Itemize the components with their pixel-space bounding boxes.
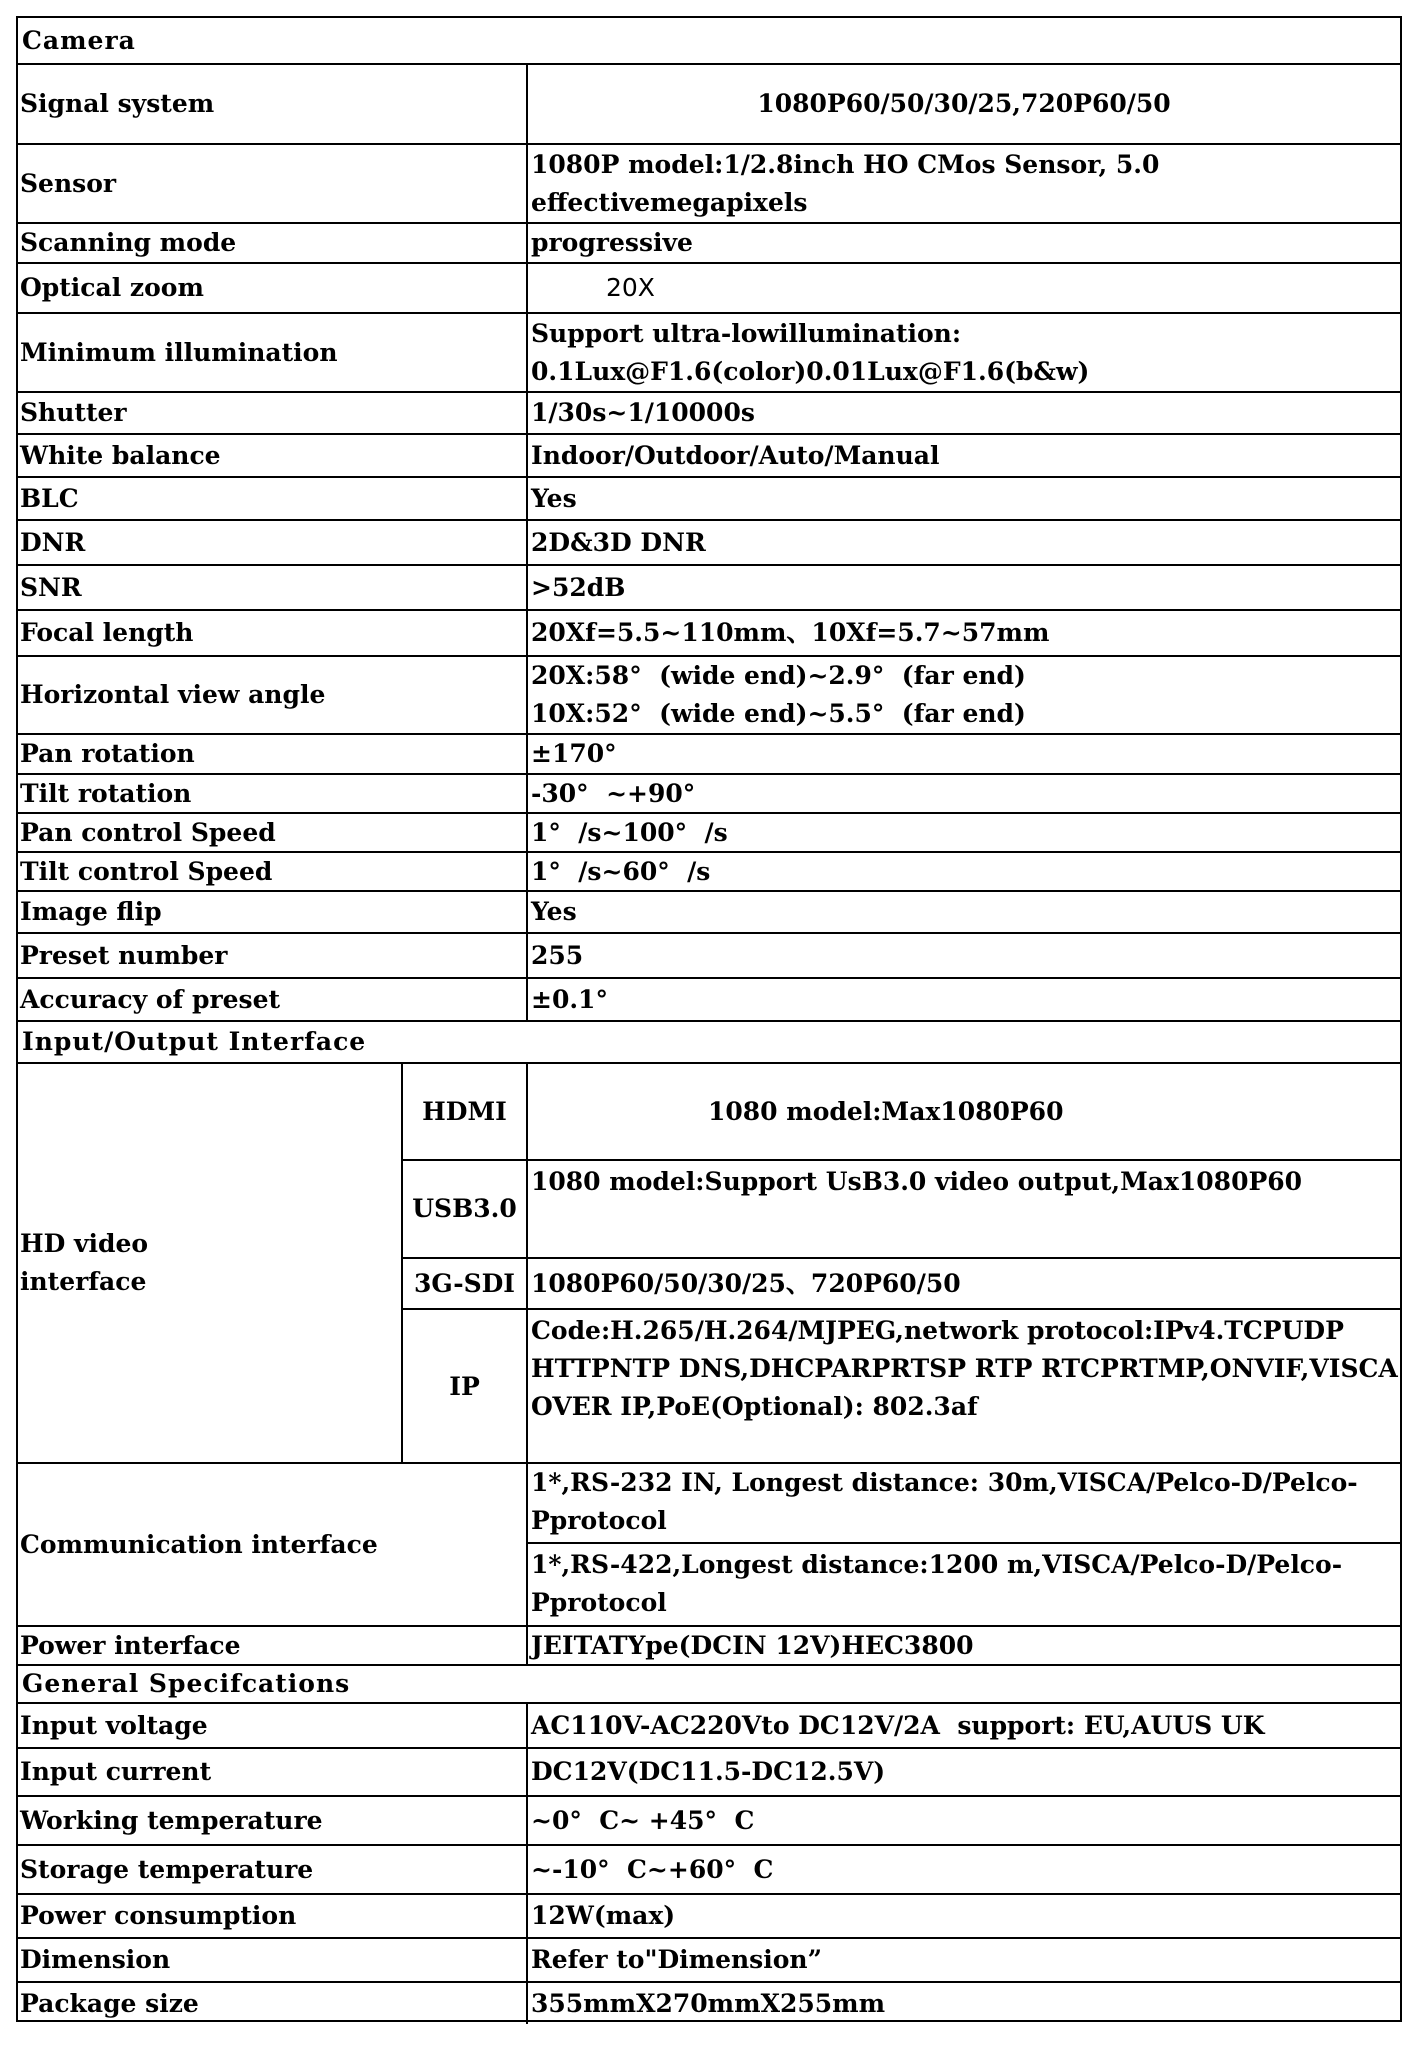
spec-value: 255 bbox=[531, 940, 584, 970]
spec-label: White balance bbox=[18, 435, 528, 476]
section-io bbox=[18, 1022, 1400, 1064]
spec-label: SNR bbox=[18, 566, 528, 609]
spec-value-line: 20X:58° (wide end)~2.9° (far end) bbox=[531, 661, 1026, 690]
spec-value: 1/30s~1/10000s bbox=[531, 398, 755, 427]
spec-value bbox=[528, 145, 1400, 222]
value-ip-line: Code:H.265/H.264/MJPEG,network protocol:IPv4.TCPUDP bbox=[531, 1316, 1344, 1345]
spec-label: Storage temperature bbox=[18, 1846, 528, 1893]
sub-label-hdmi: HDMI bbox=[403, 1064, 526, 1161]
spec-row bbox=[18, 611, 1400, 657]
value-rs232-line: 1*,RS-232 IN, Longest distance: 30m,VISCA/Pelco-D/Pelco- bbox=[531, 1468, 1358, 1497]
spec-label: Horizontal view angle bbox=[18, 657, 528, 733]
spec-row bbox=[18, 1627, 1400, 1666]
spec-value-line: 1080P model:1/2.8inch HO CMos Sensor, 5.0 bbox=[531, 149, 1160, 179]
spec-value: JEITATYpe(DCIN 12V)HEC3800 bbox=[531, 1630, 974, 1660]
value-sdi: 1080P60/50/30/25、720P60/50 bbox=[528, 1259, 1400, 1310]
spec-row bbox=[18, 478, 1400, 521]
spec-label: Power interface bbox=[18, 1627, 528, 1664]
value-ip-line: OVER IP,PoE(Optional): 802.3af bbox=[531, 1392, 978, 1421]
spec-value bbox=[528, 657, 1400, 733]
spec-row bbox=[18, 979, 1400, 1022]
spec-value: Yes bbox=[531, 897, 577, 926]
section-title: General Specifcations bbox=[22, 1669, 351, 1698]
spec-row bbox=[18, 393, 1400, 435]
spec-row bbox=[18, 814, 1400, 853]
spec-value: 1080P60/50/30/25,720P60/50 bbox=[757, 89, 1171, 118]
spec-row bbox=[18, 566, 1400, 611]
value-ip-line: HTTPNTP DNS,DHCPARPRTSP RTP RTCPRTMP,ONVIF,VISCA bbox=[531, 1354, 1398, 1383]
spec-row bbox=[18, 892, 1400, 934]
spec-value-line: Support ultra-lowillumination: bbox=[531, 318, 962, 348]
spec-label: Sensor bbox=[18, 145, 528, 222]
value-rs232-line: Pprotocol bbox=[531, 1506, 667, 1535]
spec-value: >52dB bbox=[531, 572, 626, 602]
spec-value bbox=[528, 314, 1400, 391]
section-title: Camera bbox=[22, 25, 136, 55]
spec-value: ±0.1° bbox=[531, 984, 608, 1014]
spec-label: Preset number bbox=[18, 934, 528, 977]
spec-label: Focal length bbox=[18, 611, 528, 655]
spec-value: -30° ~+90° bbox=[531, 778, 696, 808]
spec-row bbox=[18, 1983, 1400, 2024]
spec-value: 1° /s~100° /s bbox=[531, 817, 728, 847]
spec-label: Tilt control Speed bbox=[18, 853, 528, 890]
spec-value: DC12V(DC11.5-DC12.5V) bbox=[531, 1757, 886, 1786]
spec-row bbox=[18, 934, 1400, 979]
spec-label: Image flip bbox=[18, 892, 528, 932]
hd-video-block bbox=[18, 1064, 1400, 1464]
value-usb: 1080 model:Support UsB3.0 video output,Max1080P60 bbox=[528, 1161, 1400, 1259]
spec-value: ~0° C~ +45° C bbox=[531, 1805, 755, 1835]
spec-label: Pan rotation bbox=[18, 735, 528, 773]
spec-value-line: effectivemegapixels bbox=[531, 187, 808, 217]
spec-row bbox=[18, 1895, 1400, 1939]
spec-value: 2D&3D DNR bbox=[531, 527, 706, 557]
spec-label: Dimension bbox=[18, 1939, 528, 1981]
spec-value: progressive bbox=[531, 228, 693, 257]
spec-value: Refer to"Dimension” bbox=[531, 1945, 822, 1974]
spec-value: AC110V-AC220Vto DC12V/2A support: EU,AUUS UK bbox=[531, 1710, 1265, 1740]
sub-label-usb: USB3.0 bbox=[403, 1161, 526, 1259]
spec-label bbox=[18, 1064, 403, 1462]
spec-row bbox=[18, 145, 1400, 224]
spec-label: Signal system bbox=[18, 65, 528, 143]
value-rs232 bbox=[528, 1464, 1400, 1544]
spec-row bbox=[18, 1846, 1400, 1895]
spec-label: Minimum illumination bbox=[18, 314, 528, 391]
communication-row bbox=[18, 1464, 1400, 1627]
spec-value: 1° /s~60° /s bbox=[531, 856, 711, 886]
spec-row bbox=[18, 65, 1400, 145]
spec-value-line: 0.1Lux@F1.6(color)0.01Lux@F1.6(b&w) bbox=[531, 356, 1090, 386]
spec-label: Working temperature bbox=[18, 1797, 528, 1844]
spec-row bbox=[18, 224, 1400, 264]
sub-label-sdi: 3G-SDI bbox=[403, 1259, 526, 1310]
value-rs422 bbox=[528, 1544, 1400, 1627]
spec-value: ~-10° C~+60° C bbox=[531, 1854, 774, 1884]
spec-label: BLC bbox=[18, 478, 528, 519]
spec-value: 20Xf=5.5~110mm、10Xf=5.7~57mm bbox=[531, 618, 1050, 647]
value-rs422-line: 1*,RS-422,Longest distance:1200 m,VISCA/Pelco-D/Pelco- bbox=[531, 1550, 1343, 1579]
sub-label-column bbox=[403, 1064, 528, 1462]
spec-label: Power consumption bbox=[18, 1895, 528, 1937]
spec-row bbox=[18, 314, 1400, 393]
spec-value-line: 10X:52° (wide end)~5.5° (far end) bbox=[531, 699, 1026, 728]
spec-row bbox=[18, 264, 1400, 314]
value-ip bbox=[528, 1310, 1400, 1464]
spec-label: Input voltage bbox=[18, 1704, 528, 1747]
spec-row bbox=[18, 735, 1400, 775]
spec-label: Input current bbox=[18, 1749, 528, 1795]
spec-label-line: interface bbox=[20, 1267, 147, 1296]
spec-row bbox=[18, 657, 1400, 735]
value-hdmi: 1080 model:Max1080P60 bbox=[528, 1064, 1400, 1161]
spec-row bbox=[18, 1797, 1400, 1846]
spec-label: DNR bbox=[18, 521, 528, 564]
spec-label: Scanning mode bbox=[18, 224, 528, 262]
spec-value: 12W(max) bbox=[531, 1901, 676, 1930]
spec-row bbox=[18, 775, 1400, 814]
spec-label: Tilt rotation bbox=[18, 775, 528, 812]
spec-row bbox=[18, 1749, 1400, 1797]
value-rs422-line: Pprotocol bbox=[531, 1588, 667, 1617]
spec-row bbox=[18, 853, 1400, 892]
section-general bbox=[18, 1666, 1400, 1704]
sub-label-ip: IP bbox=[449, 1372, 480, 1401]
spec-row bbox=[18, 1704, 1400, 1749]
spec-label-line: HD video bbox=[20, 1229, 149, 1258]
spec-label: Pan control Speed bbox=[18, 814, 528, 851]
spec-value: ±170° bbox=[531, 739, 617, 768]
spec-label: Communication interface bbox=[18, 1464, 528, 1625]
spec-row bbox=[18, 521, 1400, 566]
spec-table bbox=[16, 16, 1402, 2022]
spec-value: 20X bbox=[606, 273, 655, 302]
section-camera bbox=[18, 18, 1400, 65]
spec-value: 355mmX270mmX255mm bbox=[531, 1988, 886, 2018]
spec-row bbox=[18, 435, 1400, 478]
spec-value: Indoor/Outdoor/Auto/Manual bbox=[531, 440, 940, 470]
spec-label: Package size bbox=[18, 1983, 528, 2024]
spec-value: Yes bbox=[531, 483, 577, 513]
section-title: Input/Output Interface bbox=[22, 1027, 367, 1056]
spec-label: Shutter bbox=[18, 393, 528, 433]
spec-row bbox=[18, 1939, 1400, 1983]
spec-label: Accuracy of preset bbox=[18, 979, 528, 1020]
spec-label: Optical zoom bbox=[18, 264, 528, 312]
